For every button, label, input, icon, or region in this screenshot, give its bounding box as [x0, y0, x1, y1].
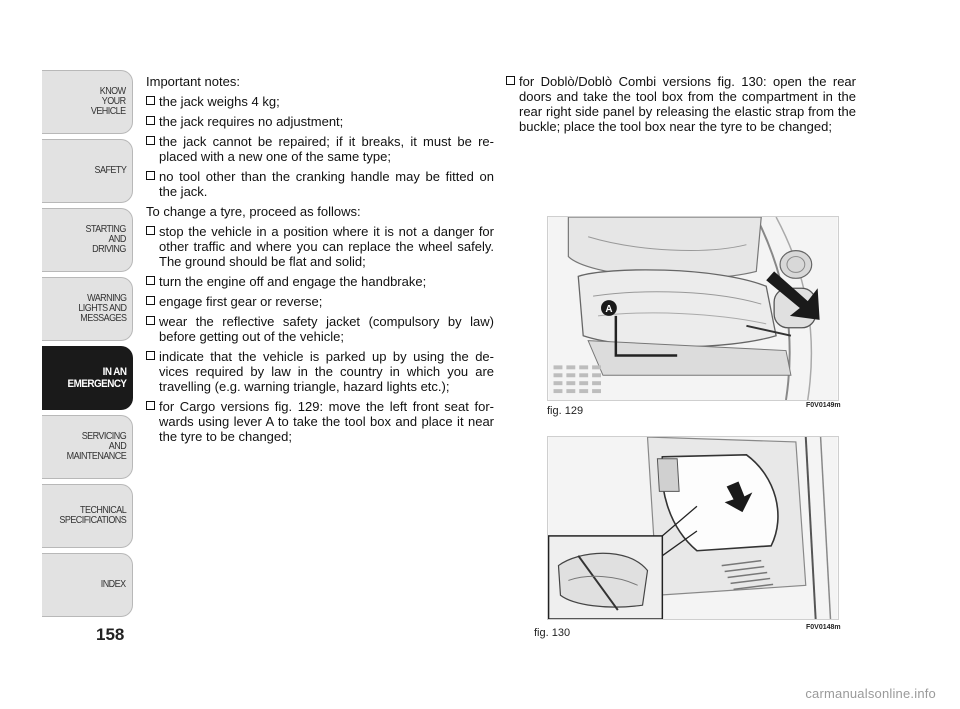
- tab-label: INDEX: [101, 579, 126, 590]
- right-column: [506, 74, 856, 139]
- checkbox-bullet-icon: [146, 136, 155, 145]
- tab-label: IN AN EMERGENCY: [67, 366, 126, 390]
- step-item: turn the engine off and engage the handbrake;: [146, 274, 494, 289]
- section-sidebar: [42, 70, 133, 622]
- figure-130-code: F0V0148m: [806, 624, 841, 631]
- step-item: stop the vehicle in a position where it is not a danger for other traffic and where you can replace the wheel safely. The ground should be flat and solid;: [146, 224, 494, 269]
- tab-servicing[interactable]: [42, 415, 133, 479]
- tab-index[interactable]: [42, 553, 133, 617]
- note-item: the jack requires no adjustment;: [146, 114, 494, 129]
- step-item: for Doblò/Doblò Combi versions fig. 130: open the rear doors and take the tool box from the compartment in the rear right side panel by releasing the elastic strap from the buckle; place the tool box near the tyre to be changed;: [506, 74, 856, 134]
- tab-label: KNOW YOUR VEHICLE: [91, 86, 126, 117]
- tab-label: STARTING AND DRIVING: [85, 224, 126, 255]
- step-item: wear the reflective safety jacket (compulsory by law) before getting out of the vehicle;: [146, 314, 494, 344]
- tab-label: SAFETY: [94, 165, 126, 176]
- notes-heading: Important notes:: [146, 74, 240, 89]
- figure-129-caption: fig. 129: [547, 405, 584, 417]
- step-item: indicate that the vehicle is parked up by using the de-vices required by law in the country in which you are travelling (e.g. warning triangle, hazard lights etc.);: [146, 349, 494, 394]
- note-item: the jack cannot be repaired; if it breaks, it must be re-placed with a new one of the same type;: [146, 134, 494, 164]
- checkbox-bullet-icon: [146, 116, 155, 125]
- checkbox-bullet-icon: [146, 276, 155, 285]
- rear-panel-illustration: [548, 437, 838, 619]
- page-number: 158: [96, 625, 125, 644]
- note-item: the jack weighs 4 kg;: [146, 94, 494, 109]
- callout-a: A: [605, 303, 613, 315]
- step-item: engage first gear or reverse;: [146, 294, 494, 309]
- tab-label: TECHNICAL SPECIFICATIONS: [59, 505, 126, 526]
- tab-technical-specifications[interactable]: [42, 484, 133, 548]
- tab-safety[interactable]: [42, 139, 133, 203]
- tab-in-an-emergency[interactable]: [42, 346, 133, 410]
- tab-label: SERVICING AND MAINTENANCE: [66, 431, 126, 462]
- checkbox-bullet-icon: [146, 171, 155, 180]
- figure-129-seat-tool-box: [547, 216, 839, 401]
- procedure-heading: To change a tyre, proceed as follows:: [146, 204, 361, 219]
- checkbox-bullet-icon: [146, 96, 155, 105]
- seat-illustration: [548, 217, 838, 400]
- tab-know-your-vehicle[interactable]: [42, 70, 133, 134]
- checkbox-bullet-icon: [146, 351, 155, 360]
- checkbox-bullet-icon: [146, 401, 155, 410]
- checkbox-bullet-icon: [146, 296, 155, 305]
- step-item: for Cargo versions fig. 129: move the left front seat for-wards using lever A to take the tool box and place it near the tyre to be changed;: [146, 399, 494, 444]
- checkbox-bullet-icon: [146, 316, 155, 325]
- tab-label: WARNING LIGHTS AND MESSAGES: [77, 293, 126, 324]
- tab-starting-and-driving[interactable]: [42, 208, 133, 272]
- figure-129-code: F0V0149m: [806, 402, 841, 409]
- note-item: no tool other than the cranking handle may be fitted on the jack.: [146, 169, 494, 199]
- figure-130-rear-compartment: [547, 436, 839, 620]
- checkbox-bullet-icon: [506, 76, 515, 85]
- checkbox-bullet-icon: [146, 226, 155, 235]
- figure-130-caption: fig. 130: [534, 627, 571, 639]
- watermark-text: carmanualsonline.info: [805, 686, 936, 701]
- left-column: [146, 74, 494, 449]
- tab-warning-lights[interactable]: [42, 277, 133, 341]
